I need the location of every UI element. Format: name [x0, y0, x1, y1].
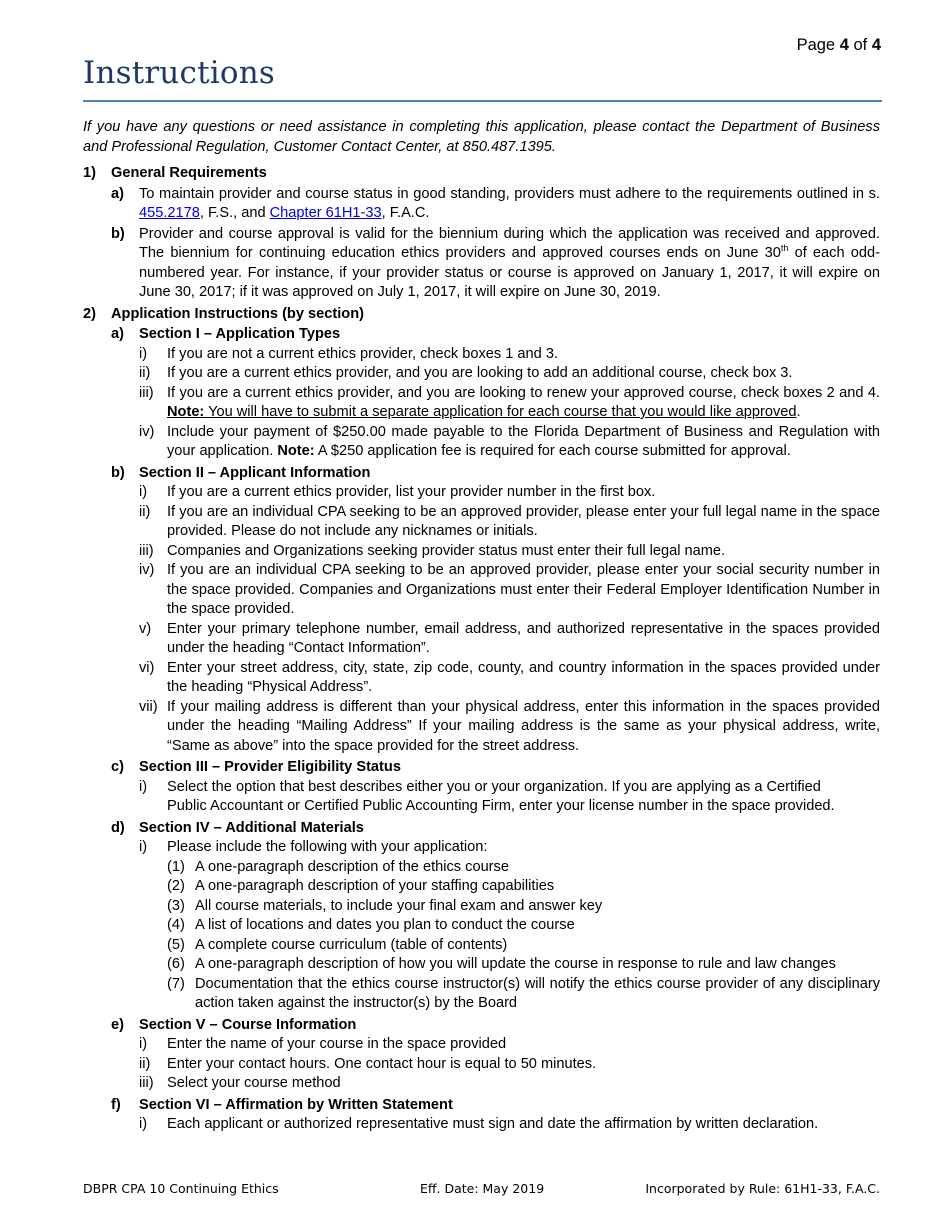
list-item: (4) A list of locations and dates you plan to conduct the course [167, 917, 575, 933]
section-general-requirements [83, 164, 880, 184]
list-item: i) Each applicant or authorized representative must sign and date the affirmation by written declaration. [139, 1116, 819, 1132]
instructions-body [83, 118, 880, 1135]
list-item: vii) If your mailing address is different than your physical address, enter this information in the spaces provided under the heading “Mailing Address” If your mailing address is the same as your physical address, write, “Same as above” into the space provided for the street address. [139, 698, 880, 754]
subsection-application-types [111, 325, 880, 345]
subsection-heading: Section II – Applicant Information [139, 464, 371, 481]
intro-paragraph: If you have any questions or need assistance in completing this application, please contact the Department of Business and Professional Regulation, Customer Contact Center, at 850.487.1395. [83, 119, 880, 155]
list-item: iii) Companies and Organizations seeking provider status must enter their full legal name. [139, 542, 726, 559]
list-item: (3) All course materials, to include your final exam and answer key [167, 897, 603, 914]
page-prefix: Page [796, 36, 840, 54]
subsection-applicant-information [111, 464, 880, 484]
list-item [111, 185, 880, 224]
subsection-heading: Section IV – Additional Materials [139, 819, 364, 836]
subsection-heading: Section V – Course Information [139, 1016, 357, 1033]
item-text: To maintain provider and course status in good standing, providers must adhere to the requirements outlined in s. 455.2178, F.S., and Chapter 61H1-33, F.A.C. [139, 185, 880, 221]
item-label: a) [111, 326, 124, 342]
list-item: (5) A complete course curriculum (table of contents) [167, 936, 508, 953]
list-item: iii) Select your course method [139, 1075, 341, 1091]
subsection-provider-eligibility [111, 758, 880, 778]
subsection-affirmation [111, 1096, 880, 1116]
list-item: i) If you are not a current ethics provider, check boxes 1 and 3. [139, 345, 559, 362]
item-label: d) [111, 819, 125, 836]
list-item: (2) A one-paragraph description of your staffing capabilities [167, 878, 555, 894]
section-application-instructions [83, 305, 880, 325]
list-item: i) Please include the following with your application: [139, 839, 488, 855]
note-label: Note: [167, 404, 205, 420]
list-item: ii) If you are an individual CPA seeking to be an approved provider, please enter your full legal name in the space provided. Please do not include any nicknames or initials. [139, 503, 880, 539]
section-heading: Application Instructions (by section) [111, 305, 364, 322]
section-heading: General Requirements [111, 165, 267, 181]
list-item: (1) A one-paragraph description of the ethics course [167, 858, 509, 875]
rule-chapter-link[interactable]: Chapter 61H1-33 [269, 205, 382, 221]
page-title: Instructions [83, 55, 276, 91]
footer-form-id: DBPR CPA 10 Continuing Ethics [83, 1181, 279, 1196]
underlined-note: You will have to submit a separate application for each course that you would like approved [204, 404, 797, 420]
note-label: Note: [277, 443, 315, 459]
list-item: ii) Enter your contact hours. One contact hour is equal to 50 minutes. [139, 1055, 597, 1072]
item-label: f) [111, 1096, 121, 1113]
statute-link[interactable]: 455.2178 [139, 205, 200, 221]
list-item: i) If you are a current ethics provider, list your provider number in the first box. [139, 484, 656, 500]
page-total: 4 [871, 36, 881, 54]
list-item: iv) If you are an individual CPA seeking to be an approved provider, please enter your social security number in the space provided. Companies and Organizations must enter their Federal Employer Identification Number in the space provided. [139, 562, 880, 617]
page-of: of [848, 36, 872, 54]
list-item: v) Enter your primary telephone number, email address, and authorized representative in the spaces provided under the heading “Contact Information”. [139, 620, 880, 656]
section-number: 2) [83, 305, 96, 322]
subsection-heading: Section I – Application Types [139, 326, 341, 342]
footer-effective-date: Eff. Date: May 2019 [420, 1181, 545, 1196]
item-label: b) [111, 464, 125, 481]
list-item: iii) If you are a current ethics provider, and you are looking to renew your approved course, check boxes 2 and 4. Note: You will have to submit a separate application for each course that you would like approved. [139, 384, 880, 420]
item-label: c) [111, 759, 124, 775]
subsection-heading: Section VI – Affirmation by Written Statement [139, 1096, 453, 1113]
list-item: iv) Include your payment of $250.00 made payable to the Florida Department of Business and Regulation with your application. Note: A $250 application fee is required for each course submitted for approval. [139, 423, 880, 459]
list-item: (6) A one-paragraph description of how you will update the course in response to rule and law changes [167, 956, 836, 972]
subsection-additional-materials [111, 819, 880, 839]
section-number: 1) [83, 165, 96, 181]
list-item: vi) Enter your street address, city, state, zip code, county, and country information in the spaces provided under the heading “Physical Address”. [139, 659, 880, 695]
footer-rule-reference: Incorporated by Rule: 61H1-33, F.A.C. [645, 1181, 880, 1196]
item-label: e) [111, 1016, 124, 1033]
subsection-heading: Section III – Provider Eligibility Status [139, 759, 401, 775]
list-item: i) Enter the name of your course in the space provided [139, 1036, 507, 1052]
page-number [797, 36, 881, 55]
subsection-course-information [111, 1016, 880, 1036]
list-item: i) Select the option that best describes either you or your organization. If you are applying as a Certified Public Accountant or Certified Public Accounting Firm, enter your license number in the space provided. [139, 778, 835, 814]
item-label: b) [111, 225, 125, 242]
list-item [111, 225, 880, 303]
list-item: (7) Documentation that the ethics course instructor(s) will notify the ethics course provider of any disciplinary action taken against the instructor(s) by the Board [167, 975, 880, 1011]
item-text: Provider and course approval is valid for the biennium during which the application was received and approved. The biennium for continuing education ethics providers and approved courses ends on June 30th of each odd-numbered year. For instance, if your provider status or course is approved on January 1, 2017, it will expire on June 30, 2017; if it was approved on July 1, 2017, it will expire on June 30, 2019. [139, 225, 880, 300]
item-label: a) [111, 185, 124, 202]
page-footer [83, 1181, 880, 1199]
list-item: ii) If you are a current ethics provider, and you are looking to add an additional course, check box 3. [139, 365, 793, 381]
page-current: 4 [839, 36, 849, 54]
title-divider [83, 100, 882, 102]
